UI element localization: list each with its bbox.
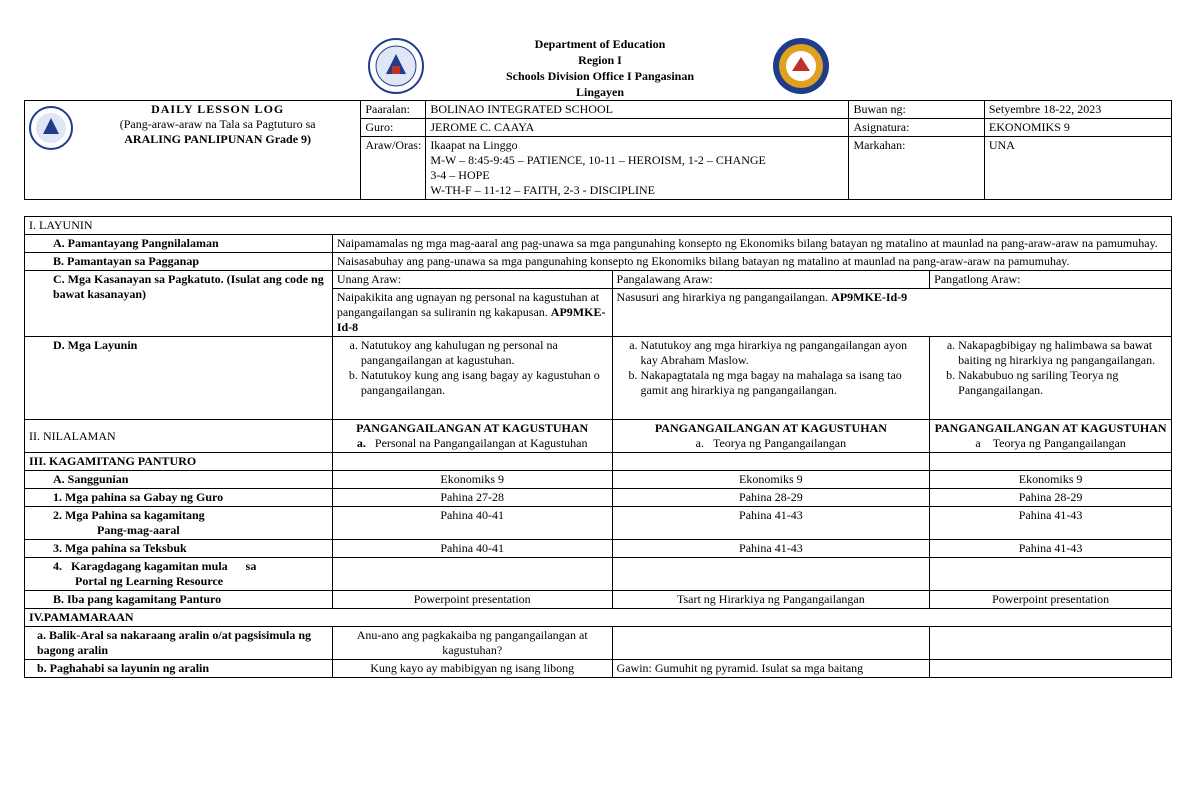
layunin-day-2-b: b. Nakapagtatala ng mga bagay na mahalaga sa isang tao gamit ang hirarkiya ng pangangailangan. <box>641 368 926 398</box>
pamantayang-pangnilalaman-text: Naipamamalas ng mga mag-aaral ang pag-unawa sa mga pangunahing konsepto ng Ekonomiks bilang batayan ng matalino at maunlad na pang-araw-araw na pamumuhay. <box>332 235 1171 253</box>
nilalaman-day-1-title: PANGANGAILANGAN AT KAGUSTUHAN <box>356 421 589 435</box>
section-pamamaraan: IV.PAMAMARAAN <box>25 609 1172 627</box>
buwan-label: Buwan ng: <box>849 101 984 119</box>
iba-day-3: Powerpoint presentation <box>930 591 1172 609</box>
section-nilalaman: II. NILALAMAN <box>25 420 333 453</box>
teksbuk-day-2: Pahina 41-43 <box>612 540 930 558</box>
mga-layunin-label: D. Mga Layunin <box>25 337 333 420</box>
sanggunian-day-2: Ekonomiks 9 <box>612 471 930 489</box>
kagamitang-day-3: Pahina 41-43 <box>930 507 1172 540</box>
gabay-day-3: Pahina 28-29 <box>930 489 1172 507</box>
nilalaman-day-1-item: Personal na Pangangailangan at Kagustuhan <box>374 436 588 450</box>
oras-label: Araw/Oras: <box>361 137 426 200</box>
karagdagang-label <box>25 558 333 591</box>
nilalaman-day-2-item: Teorya ng Pangangailangan <box>712 436 847 450</box>
office-header <box>0 36 1200 100</box>
karagdagang-label-1: 4. Karagdagang kagamitan mula sa <box>53 559 257 573</box>
markahan-label: Markahan: <box>849 137 984 200</box>
paghahabi-day-2: Gawin: Gumuhit ng pyramid. Isulat sa mga baitang <box>612 660 930 678</box>
iba-pang-kagamitan-label: B. Iba pang kagamitang Panturo <box>25 591 333 609</box>
kasanayan-day-2 <box>612 289 1171 337</box>
paghahabi-label: b. Paghahabi sa layunin ng aralin <box>25 660 333 678</box>
kasanayan-day-1-code: AP9MKE-Id-8 <box>336 305 606 334</box>
kagamitang-day-1: Pahina 40-41 <box>332 507 612 540</box>
gabay-day-1: Pahina 27-28 <box>332 489 612 507</box>
nilalaman-day-3: PANGANGAILANGAN AT KAGUSTUHAN a Teorya ng Pangangailangan <box>930 420 1172 453</box>
kagamitang-label-1: 2. Mga Pahina sa kagamitang <box>53 508 205 522</box>
teksbuk-day-1: Pahina 40-41 <box>332 540 612 558</box>
log-subject: ARALING PANLIPUNAN Grade 9) <box>124 132 312 146</box>
pamantayan-pagganap-label: B. Pamantayan sa Pagganap <box>25 253 333 271</box>
day-1-header: Unang Araw: <box>332 271 612 289</box>
pamantayang-pangnilalaman-label: A. Pamantayang Pangnilalaman <box>25 235 333 253</box>
kasanayan-day-2-text: Nasusuri ang hirarkiya ng pangangailangan. <box>616 290 829 304</box>
layunin-day-1-b: b. Natutukoy kung ang isang bagay ay kagustuhan o pangangailangan. <box>361 368 608 398</box>
lesson-plan-table <box>24 216 1172 678</box>
oras-line-4: W-TH-F – 11-12 – FAITH, 2-3 - DISCIPLINE <box>430 183 655 197</box>
gabay-guro-label: 1. Mga pahina sa Gabay ng Guro <box>25 489 333 507</box>
buwan-value: Setyembre 18-22, 2023 <box>984 101 1171 119</box>
header-line-3: Schools Division Office I Pangasinan <box>505 69 695 83</box>
layunin-day-2 <box>612 337 930 420</box>
teksbuk-day-3: Pahina 41-43 <box>930 540 1172 558</box>
kasanayan-day-2-code: AP9MKE-Id-9 <box>831 290 908 304</box>
nilalaman-day-3-title: PANGANGAILANGAN AT KAGUSTUHAN <box>934 421 1167 435</box>
iba-day-1: Powerpoint presentation <box>332 591 612 609</box>
sanggunian-day-3: Ekonomiks 9 <box>930 471 1172 489</box>
layunin-day-3 <box>930 337 1172 420</box>
oras-line-3: 3-4 – HOPE <box>430 168 490 182</box>
teksbuk-label: 3. Mga pahina sa Teksbuk <box>25 540 333 558</box>
log-title-cell <box>25 101 361 200</box>
kasanayan-day-1-text: Naipakikita ang ugnayan ng personal na kagustuhan at pangangailangan sa suliranin ng kakapusan. <box>336 290 600 319</box>
paghahabi-day-1: Kung kayo ay mabibigyan ng isang libong <box>332 660 612 678</box>
lesson-info-table <box>24 100 1172 200</box>
day-2-header: Pangalawang Araw: <box>612 271 930 289</box>
pamantayan-pagganap-text: Naisasabuhay ang pang-unawa sa mga pangunahing konsepto ng Ekonomiks bilang batayan ng matalino at maunlad na pang-araw-araw na pamumuhay. <box>332 253 1171 271</box>
kasanayan-day-1 <box>332 289 612 337</box>
asignatura-label: Asignatura: <box>849 119 984 137</box>
balik-aral-day-1: Anu-ano ang pagkakaiba ng pangangailangan at kagustuhan? <box>332 627 612 660</box>
nilalaman-day-1: PANGANGAILANGAN AT KAGUSTUHAN a. Personal na Pangangailangan at Kagustuhan <box>332 420 612 453</box>
log-title: DAILY LESSON LOG <box>151 102 285 116</box>
deped-small-seal-icon <box>29 106 73 150</box>
layunin-day-3-b: b. Nakabubuo ng sariling Teorya ng Pangangailangan. <box>958 368 1167 398</box>
guro-label: Guro: <box>361 119 426 137</box>
log-subtitle: (Pang-araw-araw na Tala sa Pagtuturo sa <box>119 117 316 131</box>
gabay-day-2: Pahina 28-29 <box>612 489 930 507</box>
paaralan-value: BOLINAO INTEGRATED SCHOOL <box>426 101 849 119</box>
section-layunin: I. LAYUNIN <box>25 217 1172 235</box>
layunin-day-1 <box>332 337 612 420</box>
oras-line-2: M-W – 8:45-9:45 – PATIENCE, 10-11 – HEROISM, 1-2 – CHANGE <box>430 153 766 167</box>
kasanayan-label: C. Mga Kasanayan sa Pagkatuto. (Isulat ang code ng bawat kasanayan) <box>25 271 333 337</box>
asignatura-value: EKONOMIKS 9 <box>984 119 1171 137</box>
layunin-day-1-a: a. Natutukoy ang kahulugan ng personal na pangangailangan at kagustuhan. <box>361 338 608 368</box>
header-line-2: Region I <box>578 53 622 67</box>
sanggunian-label: A. Sanggunian <box>25 471 333 489</box>
kagamitang-label <box>25 507 333 540</box>
sanggunian-day-1: Ekonomiks 9 <box>332 471 612 489</box>
karagdagang-label-2: Portal ng Learning Resource <box>75 574 224 588</box>
markahan-value: UNA <box>984 137 1171 200</box>
nilalaman-day-2: PANGANGAILANGAN AT KAGUSTUHAN a. Teorya ng Pangangailangan <box>612 420 930 453</box>
header-line-4: Lingayen <box>575 85 624 99</box>
day-3-header: Pangatlong Araw: <box>930 271 1172 289</box>
layunin-day-2-a: a. Natutukoy ang mga hirarkiya ng pangangailangan ayon kay Abraham Maslow. <box>641 338 926 368</box>
oras-line-1: Ikaapat na Linggo <box>430 138 518 152</box>
layunin-day-3-a: a. Nakapagbibigay ng halimbawa sa bawat baiting ng hirarkiya ng pangangailangan. <box>958 338 1167 368</box>
section-kagamitan: III. KAGAMITANG PANTURO <box>25 453 333 471</box>
nilalaman-day-3-item: Teorya ng Pangangailangan <box>992 436 1126 450</box>
guro-value: JEROME C. CAAYA <box>426 119 849 137</box>
nilalaman-day-2-title: PANGANGAILANGAN AT KAGUSTUHAN <box>654 421 887 435</box>
header-line-1: Department of Education <box>534 37 666 51</box>
balik-aral-label: a. Balik-Aral sa nakaraang aralin o/at pagsisimula ng bagong aralin <box>25 627 333 660</box>
kagamitang-day-2: Pahina 41-43 <box>612 507 930 540</box>
oras-value <box>426 137 849 200</box>
paaralan-label: Paaralan: <box>361 101 426 119</box>
kagamitang-label-2: Pang-mag-aaral <box>97 523 180 537</box>
iba-day-2: Tsart ng Hirarkiya ng Pangangailangan <box>612 591 930 609</box>
